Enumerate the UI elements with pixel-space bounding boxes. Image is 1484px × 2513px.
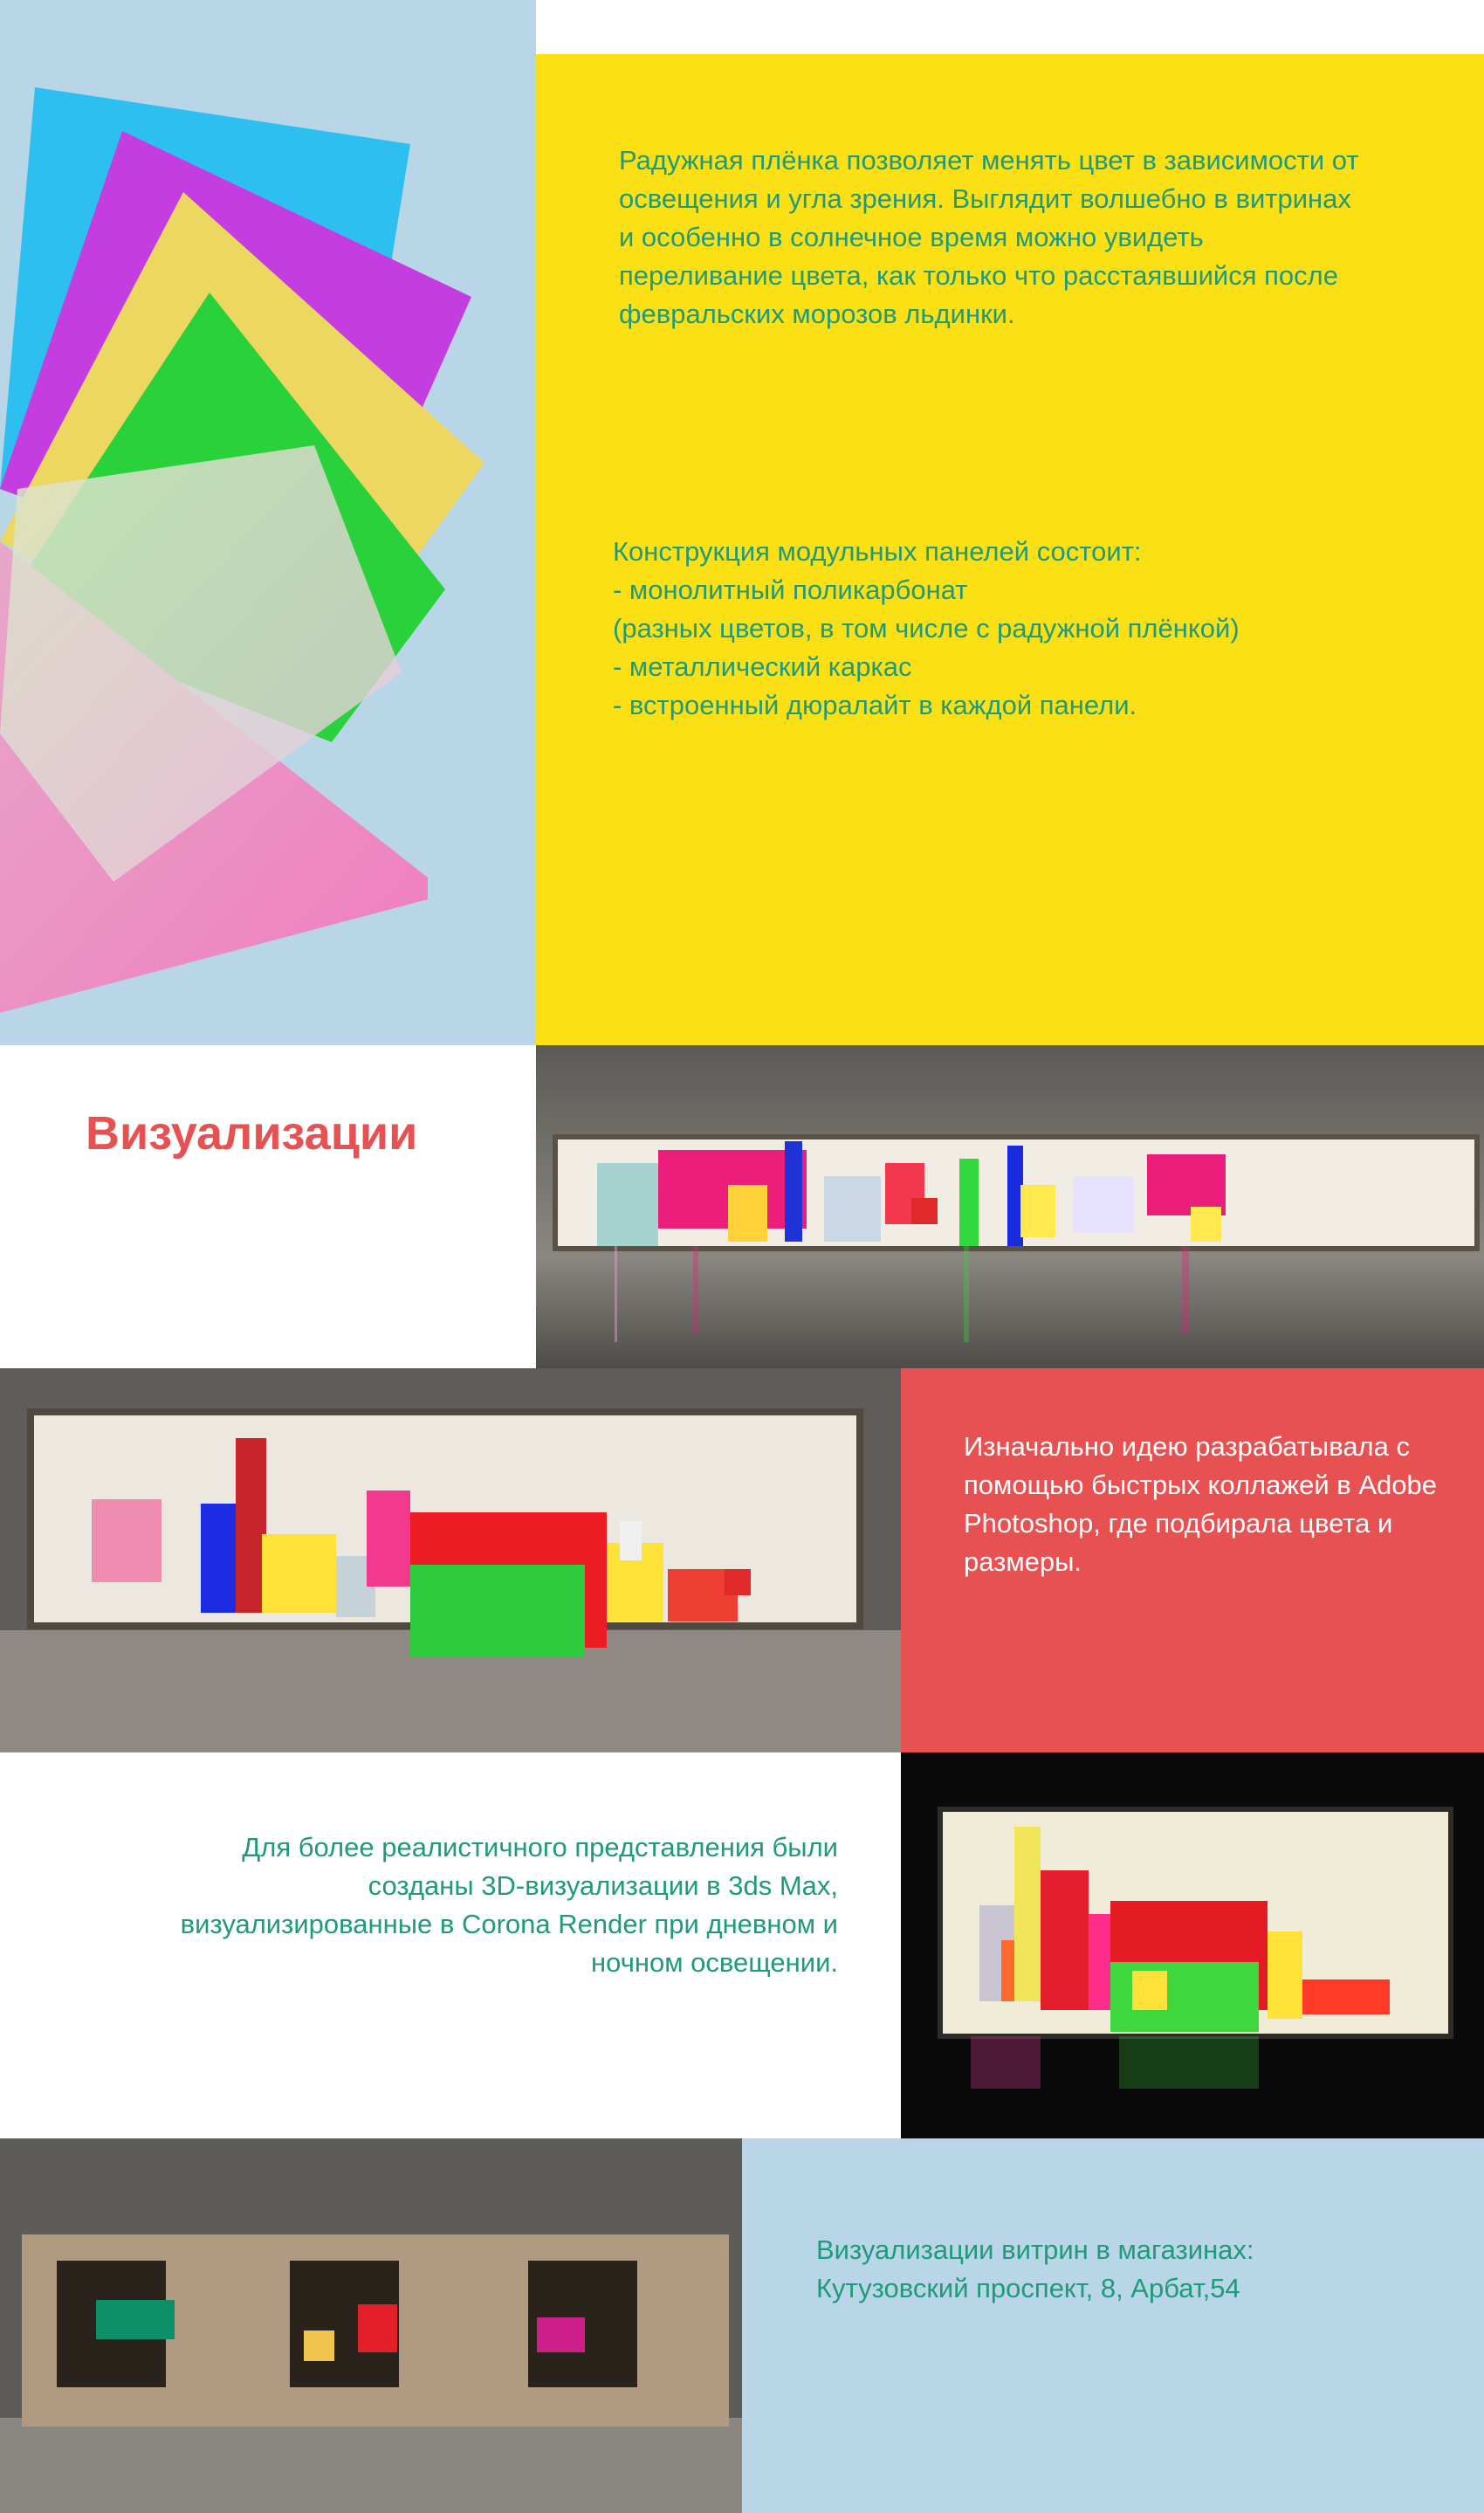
- section-title: Визуализации: [86, 1107, 418, 1160]
- daylight-storefront-render: [0, 1368, 901, 1752]
- photoshop-note: Изначально идею разрабатывала с помощью быстрых коллажей в Adobe Photoshop, где подбирала цвета и размеры.: [964, 1431, 1437, 1577]
- wide-storefront-render: [536, 1045, 1484, 1368]
- night-storefront-render: [901, 1752, 1484, 2138]
- shops-note-panel: [742, 2138, 1484, 2513]
- photoshop-note-panel: [901, 1368, 1484, 1752]
- render-note: Для более реалистичного представления были созданы 3D-визуализации в 3ds Max, визуализированные в Corona Render при дневном и ночном освещении.: [180, 1832, 838, 1978]
- shop-facade-render: [0, 2138, 742, 2513]
- construction-item: - встроенный дюралайт в каждой панели.: [613, 690, 1137, 720]
- shops-note: Визуализации витрин в магазинах: Кутузовский проспект, 8, Арбат,54: [816, 2234, 1254, 2303]
- intro-panel: [536, 54, 1484, 1045]
- construction-item: - металлический каркас: [613, 651, 912, 682]
- construction-heading: Конструкция модульных панелей состоит:: [613, 536, 1142, 567]
- construction-item: (разных цветов, в том числе с радужной плёнкой): [613, 613, 1240, 644]
- construction-item: - монолитный поликарбонат: [613, 575, 968, 605]
- intro-paragraph: Радужная плёнка позволяет менять цвет в зависимости от освещения и угла зрения. Выглядит волшебно в витринах и особенно в солнечное время можно увидеть переливание цвета, как только что расстаявшийся после февральских морозов льдинки.: [619, 145, 1359, 329]
- acrylic-samples-image: [0, 0, 536, 1045]
